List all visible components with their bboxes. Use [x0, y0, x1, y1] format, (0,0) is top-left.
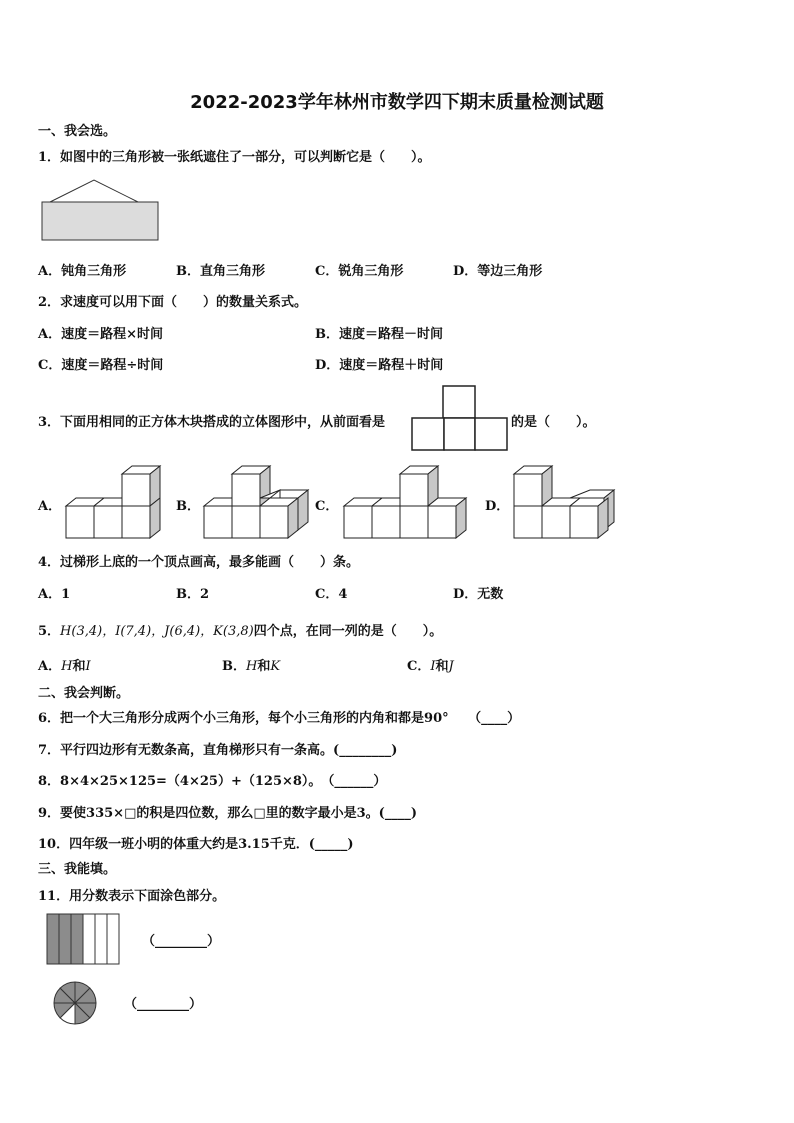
q5-option-c-label: C．	[407, 659, 431, 674]
covered-triangle-figure	[40, 178, 162, 244]
q2-option-d[interactable]: D．速度＝路程＋时间	[315, 358, 444, 373]
q5-option-c-and: 和	[435, 659, 449, 674]
q1-option-b[interactable]: B．直角三角形	[176, 264, 265, 279]
q3-option-b-label[interactable]: B．	[176, 499, 200, 514]
q3-option-d-cubes[interactable]	[512, 464, 618, 540]
q3-option-a-label[interactable]: A．	[38, 499, 62, 514]
q4-option-d[interactable]: D．无数	[453, 587, 504, 602]
q2-option-b[interactable]: B．速度＝路程－时间	[315, 327, 443, 342]
question-3-suffix: 的是（ ）。	[511, 415, 596, 430]
q5-option-c-p2: J	[448, 659, 454, 674]
shaded-rectangle-figure	[46, 913, 124, 965]
question-5-text: 四个点，在同一列的是（ ）。	[253, 624, 443, 639]
q1-option-d[interactable]: D．等边三角形	[453, 264, 543, 279]
shaded-circle-figure	[52, 980, 98, 1026]
q3-option-b-cubes[interactable]	[200, 464, 315, 540]
q5-option-c-p1: I	[430, 659, 436, 674]
q11-answer-blank-1[interactable]: （________）	[142, 934, 221, 949]
question-8: 8．8×4×25×125=（4×25）+（125×8）。 （______）	[38, 774, 387, 789]
q4-option-b[interactable]: B．2	[176, 587, 210, 602]
question-10: 10．四年级一班小明的体重大约是3.15千克．(_____)	[38, 837, 354, 852]
q2-option-a[interactable]: A．速度＝路程×时间	[38, 327, 163, 342]
q5-option-b-p2: K	[270, 659, 281, 674]
question-6: 6．把一个大三角形分成两个小三角形，每个小三角形的内角和都是90° （____）	[38, 711, 521, 726]
question-1: 1．如图中的三角形被一张纸遮住了一部分，可以判断它是（ ）。	[38, 150, 431, 165]
question-5-number: 5．	[38, 624, 61, 639]
q1-option-a[interactable]: A．钝角三角形	[38, 264, 127, 279]
q5-option-a[interactable]	[38, 655, 91, 674]
q3-option-c-label[interactable]: C．	[315, 499, 339, 514]
q5-option-b[interactable]	[222, 655, 280, 674]
question-7: 7．平行四边形有无数条高，直角梯形只有一条高。(________)	[38, 743, 398, 758]
q5-option-c[interactable]	[407, 655, 454, 674]
q5-option-a-p1: H	[61, 659, 73, 674]
q11-answer-blank-2[interactable]: （________）	[124, 997, 203, 1012]
q5-option-b-p1: H	[246, 659, 258, 674]
section-heading-2: 二、我会判断。	[38, 686, 130, 701]
q4-option-c[interactable]: C．4	[315, 587, 348, 602]
q5-option-b-label: B．	[222, 659, 246, 674]
q5-option-b-and: 和	[257, 659, 271, 674]
page-title: 2022-2023学年林州市数学四下期末质量检测试题	[190, 92, 604, 113]
q5-option-a-label: A．	[38, 659, 62, 674]
q3-option-a-cubes[interactable]	[64, 464, 174, 540]
question-5-points: H(3,4)，I(7,4)，J(6,4)，K(3,8)	[60, 624, 254, 639]
section-heading-1: 一、我会选。	[38, 124, 117, 139]
q4-option-a[interactable]: A．1	[38, 587, 71, 602]
q1-option-c[interactable]: C．锐角三角形	[315, 264, 404, 279]
question-2: 2．求速度可以用下面（ ）的数量关系式。	[38, 295, 308, 310]
question-11: 11．用分数表示下面涂色部分。	[38, 889, 226, 904]
question-9: 9．要使335×□的积是四位数，那么□里的数字最小是3。(____)	[38, 806, 417, 821]
front-view-figure	[411, 385, 509, 451]
question-3-text: 3．下面用相同的正方体木块搭成的立体图形中，从前面看是	[38, 415, 386, 430]
question-4: 4．过梯形上底的一个顶点画高，最多能画（ ）条。	[38, 555, 360, 570]
q5-option-a-and: 和	[72, 659, 86, 674]
q3-option-d-label[interactable]: D．	[485, 499, 510, 514]
q5-option-a-p2: I	[85, 659, 91, 674]
q2-option-c[interactable]: C．速度＝路程÷时间	[38, 358, 164, 373]
section-heading-3: 三、我能填。	[38, 862, 117, 877]
q3-option-c-cubes[interactable]	[342, 464, 470, 540]
question-5	[38, 620, 442, 639]
